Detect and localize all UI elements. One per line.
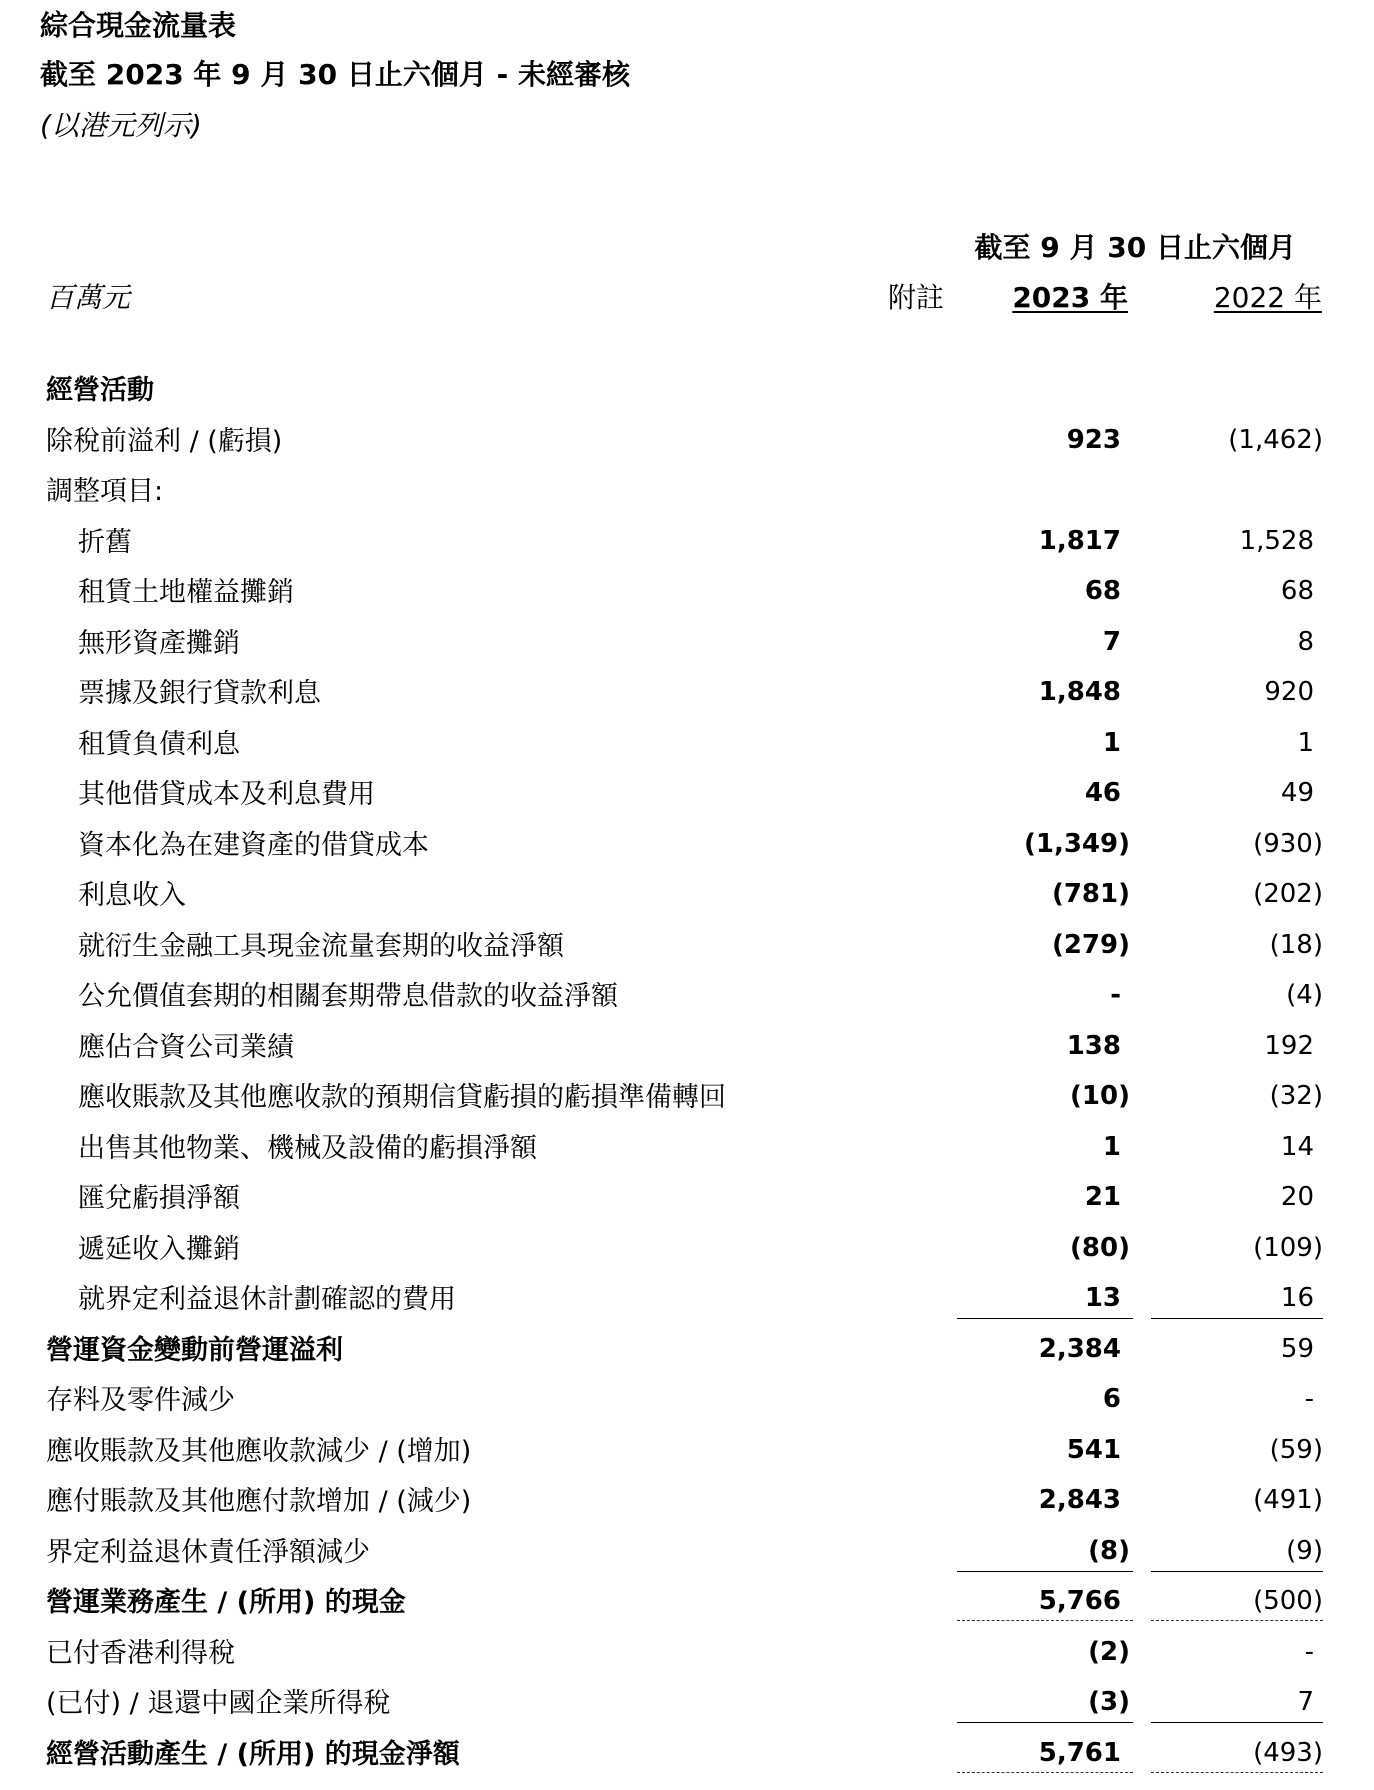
table-row: [0, 512, 1374, 562]
row-label: 應收賬款及其他應收款的預期信貸虧損的虧損準備轉回: [78, 1082, 726, 1113]
row-label: 折舊: [78, 526, 132, 558]
row-label: 公允價值套期的相關套期帶息借款的收益淨額: [78, 981, 618, 1012]
dashed-rule: [957, 1772, 1133, 1773]
value-2022: (18): [1269, 929, 1323, 960]
table-row: [0, 1168, 1374, 1218]
row-label: 營運業務產生 / (所用) 的現金: [46, 1587, 406, 1618]
value-2022: 20: [1280, 1182, 1314, 1212]
statement-period: 截至 2023 年 9 月 30 日止六個月 - 未經審核: [40, 58, 630, 91]
value-2022: (930): [1253, 828, 1323, 859]
value-2022: 49: [1280, 778, 1314, 808]
row-label: 遞延收入攤銷: [78, 1233, 240, 1265]
value-2023: 541: [1066, 1434, 1121, 1465]
value-2022: 1: [1297, 727, 1314, 758]
value-2023: 5,766: [1038, 1586, 1121, 1616]
currency-note: (以港元列示): [40, 109, 202, 142]
value-2023: 1,848: [1038, 677, 1121, 707]
value-2023: 1,817: [1038, 525, 1121, 556]
value-2023: 1: [1102, 727, 1121, 758]
table-row: [0, 461, 1374, 511]
value-2023: 2,843: [1038, 1485, 1121, 1515]
value-2023: (80): [1070, 1232, 1130, 1263]
value-2023: (2): [1088, 1636, 1130, 1667]
dashed-rule: [957, 1620, 1133, 1621]
table-row: [0, 764, 1374, 814]
value-2022: (9): [1286, 1535, 1323, 1566]
value-2023: 5,761: [1038, 1737, 1121, 1768]
value-2023: 68: [1084, 576, 1121, 606]
value-2022: -: [1304, 1384, 1314, 1414]
value-2022: (491): [1253, 1485, 1323, 1515]
value-2023: -: [1110, 980, 1121, 1010]
value-2022: (4): [1286, 980, 1323, 1010]
row-label: 應佔合資公司業績: [78, 1031, 294, 1063]
value-2022: 7: [1297, 1687, 1314, 1717]
value-2023: (1,349): [1023, 828, 1130, 859]
value-2023: 2,384: [1038, 1333, 1121, 1364]
table-row: [0, 613, 1374, 663]
note-column-label: 附註: [888, 281, 945, 314]
table-row: [0, 865, 1374, 915]
table-row: [0, 1017, 1374, 1067]
table-row: [0, 1572, 1374, 1622]
value-2022: 16: [1280, 1283, 1314, 1313]
table-row: [0, 1421, 1374, 1471]
value-2023: (10): [1070, 1081, 1130, 1111]
table-row: [0, 1522, 1374, 1572]
table-row: [0, 1067, 1374, 1117]
table-row: [0, 411, 1374, 461]
row-label: 營運資金變動前營運溢利: [46, 1334, 343, 1366]
dashed-rule: [1151, 1620, 1323, 1621]
table-row: [0, 714, 1374, 764]
table-row: [0, 1471, 1374, 1521]
value-2023: 13: [1084, 1283, 1121, 1313]
table-row: [0, 1370, 1374, 1420]
row-label: 調整項目:: [46, 476, 164, 507]
value-2022: (1,462): [1228, 424, 1323, 455]
table-row: [0, 663, 1374, 713]
value-2022: (59): [1269, 1434, 1323, 1465]
value-2022: 1,528: [1239, 525, 1314, 556]
table-row: [0, 1673, 1374, 1723]
value-2022: 920: [1264, 677, 1314, 707]
table-row: [0, 1623, 1374, 1673]
table-row: [0, 916, 1374, 966]
table-row: [0, 966, 1374, 1016]
row-label: 無形資產攤銷: [78, 627, 240, 659]
row-label: 匯兌虧損淨額: [78, 1183, 240, 1214]
value-2022: 68: [1280, 576, 1314, 606]
row-label: 利息收入: [78, 880, 186, 911]
value-2023: 6: [1102, 1384, 1121, 1414]
row-label: 出售其他物業、機械及設備的虧損淨額: [78, 1132, 537, 1164]
table-row: [0, 1269, 1374, 1319]
period-heading: 截至 9 月 30 日止六個月: [974, 231, 1296, 264]
value-2022: 192: [1264, 1030, 1314, 1061]
value-2023: 138: [1066, 1030, 1121, 1061]
value-2023: (279): [1051, 929, 1130, 960]
row-label: 經營活動: [46, 375, 154, 406]
row-label: (已付) / 退還中國企業所得稅: [46, 1688, 391, 1719]
table-row: [0, 360, 1374, 410]
year-current-heading: 2023 年: [1012, 281, 1128, 314]
value-2023: 1: [1102, 1131, 1121, 1162]
row-label: 租賃土地權益攤銷: [78, 577, 294, 608]
row-label: 租賃負債利息: [78, 728, 240, 760]
value-2022: 8: [1297, 626, 1314, 657]
row-label: 除稅前溢利 / (虧損): [46, 425, 283, 457]
value-2022: (500): [1253, 1586, 1323, 1616]
row-label: 已付香港利得稅: [46, 1637, 235, 1669]
value-2022: (202): [1253, 879, 1323, 909]
value-2023: 46: [1084, 778, 1121, 808]
value-2023: 21: [1084, 1182, 1121, 1212]
row-label: 存料及零件減少: [46, 1385, 235, 1416]
value-2023: 7: [1102, 626, 1121, 657]
row-label: 就界定利益退休計劃確認的費用: [78, 1284, 456, 1315]
table-row: [0, 1219, 1374, 1269]
dashed-rule: [1151, 1772, 1323, 1773]
value-2022: -: [1304, 1636, 1314, 1667]
row-label: 資本化為在建資產的借貸成本: [78, 829, 429, 861]
value-2022: (493): [1253, 1737, 1323, 1768]
statement-title: 綜合現金流量表: [40, 9, 237, 42]
row-label: 票據及銀行貸款利息: [78, 678, 321, 709]
row-label: 界定利益退休責任淨額減少: [46, 1536, 370, 1568]
value-2023: (781): [1051, 879, 1130, 909]
value-2023: 923: [1066, 424, 1121, 455]
row-label: 其他借貸成本及利息費用: [78, 779, 375, 810]
year-prior-heading: 2022 年: [1213, 281, 1322, 314]
value-2022: 59: [1280, 1333, 1314, 1364]
table-row: [0, 562, 1374, 612]
table-row: [0, 815, 1374, 865]
row-label: 應付賬款及其他應付款增加 / (減少): [46, 1486, 472, 1517]
table-row: [0, 1118, 1374, 1168]
table-row: [0, 1320, 1374, 1370]
value-2022: (109): [1253, 1232, 1323, 1263]
row-label: 經營活動產生 / (所用) 的現金淨額: [46, 1738, 460, 1770]
table-row: [0, 1724, 1374, 1774]
row-label: 就衍生金融工具現金流量套期的收益淨額: [78, 930, 564, 962]
row-label: 應收賬款及其他應收款減少 / (增加): [46, 1435, 472, 1467]
value-2023: (8): [1088, 1535, 1130, 1566]
value-2023: (3): [1088, 1687, 1130, 1717]
value-2022: 14: [1280, 1131, 1314, 1162]
value-2022: (32): [1269, 1081, 1323, 1111]
unit-label: 百萬元: [46, 281, 131, 314]
